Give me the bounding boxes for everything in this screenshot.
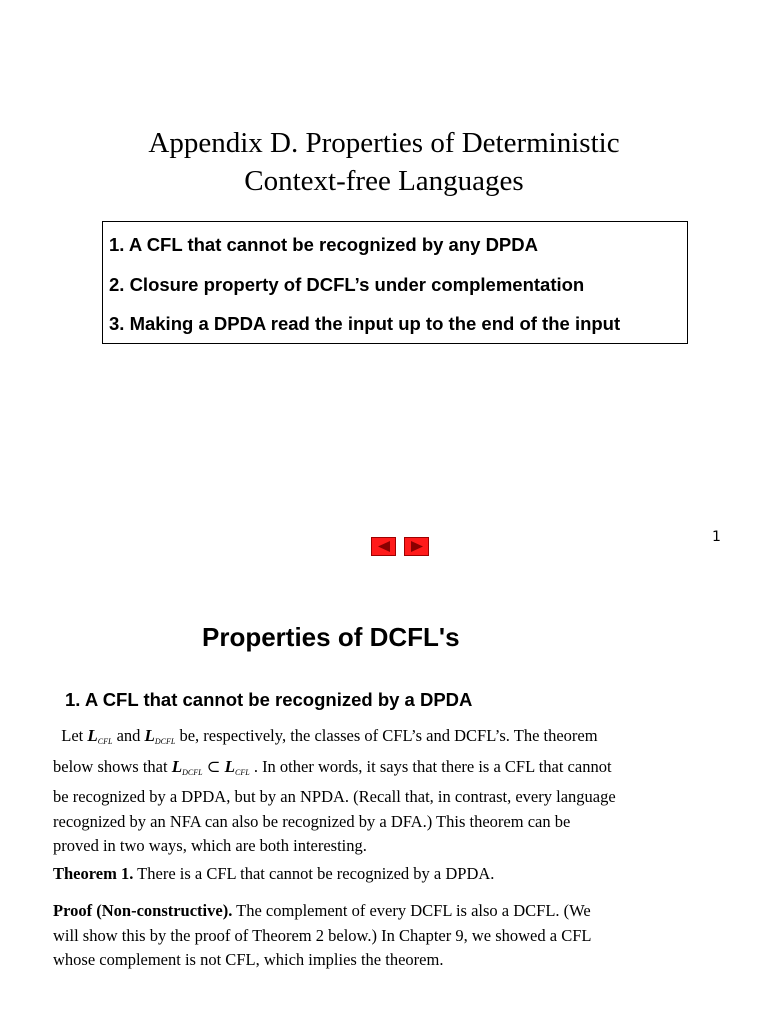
proof-line-3: whose complement is not CFL, which implies the theorem.	[53, 950, 444, 969]
left-arrow-icon	[377, 541, 391, 552]
prev-slide-button[interactable]	[371, 537, 396, 556]
proof-paragraph: Proof (Non-constructive). The complement of every DCFL is also a DCFL. (We will show this by the proof of Theorem 2 below.) In Chapter 9, we showed a CFL whose complement is not CFL, which implies the theorem.	[53, 899, 733, 973]
l-cfl-symbol: $L_{CFL}$	[87, 726, 113, 746]
toc-item-1: 1. A CFL that cannot be recognized by any DPDA	[109, 234, 538, 255]
slide1-title	[0, 124, 768, 200]
proof-kind: (Non-constructive).	[96, 901, 233, 920]
proof-line-2: will show this by the proof of Theorem 2 below.) In Chapter 9, we showed a CFL	[53, 925, 592, 945]
toc-item-3: 3. Making a DPDA read the input up to the end of the input	[109, 313, 621, 334]
theorem-1	[53, 862, 733, 887]
para-line-3: be recognized by a DPDA, but by an NPDA. (Recall that, in contrast, every language	[53, 787, 616, 806]
slide1-title-line1: Appendix D. Properties of Deterministic	[148, 127, 620, 159]
theorem-label: Theorem 1.	[53, 864, 134, 883]
slide1-title-line2: Context-free Languages	[244, 165, 524, 197]
intro-paragraph	[53, 724, 733, 859]
l-cfl-symbol: $L_{CFL}$	[224, 756, 250, 777]
para-line-5: proved in two ways, which are both interesting.	[53, 836, 367, 855]
para-line-1: Let $L_{CFL}$ and $L_{DCFL}$ be, respectively, the classes of CFL’s and DCFL’s. The theorem	[61, 726, 598, 746]
slide2-title: Properties of DCFL's	[202, 622, 460, 652]
page-number: 1	[712, 529, 721, 545]
right-arrow-icon	[410, 541, 424, 552]
theorem-text: There is a CFL that cannot be recognized by a DPDA.	[133, 864, 495, 883]
l-dcfl-symbol: $L_{DCFL}$	[144, 726, 176, 746]
para-line-2: below shows that $L_{DCFL}$ ⊂ $L_{CFL}$ . In other words, it says that there is a CFL that cannot	[53, 756, 612, 777]
para-line-4: recognized by an NFA can also be recognized by a DFA.) This theorem can be	[53, 811, 571, 831]
subset-symbol: ⊂	[202, 756, 225, 776]
proof-label: Proof	[53, 901, 93, 920]
next-slide-button[interactable]	[404, 537, 429, 556]
toc-item-2: 2. Closure property of DCFL’s under complementation	[109, 274, 585, 295]
l-dcfl-symbol: $L_{DCFL}$	[171, 756, 203, 777]
section-heading: 1. A CFL that cannot be recognized by a DPDA	[65, 689, 473, 710]
